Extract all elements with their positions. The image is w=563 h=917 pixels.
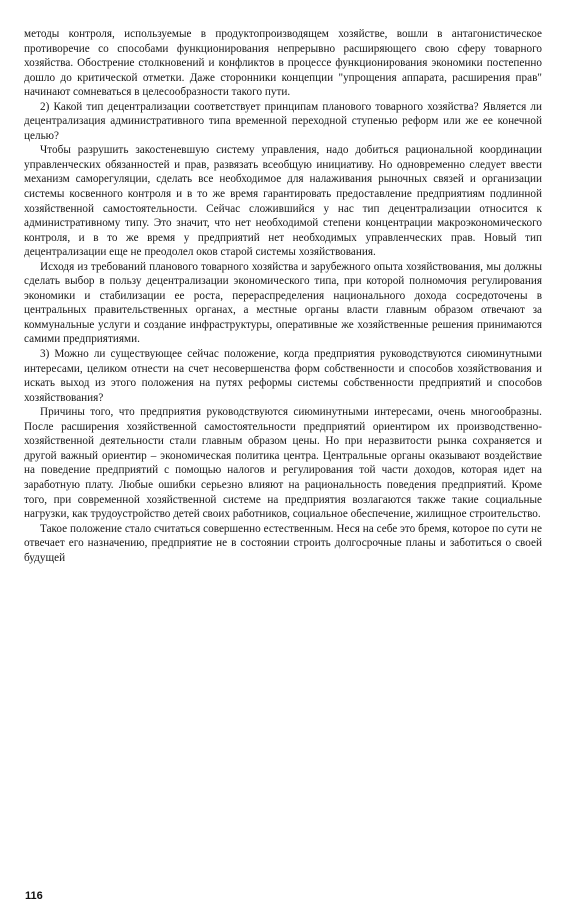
page-body (24, 27, 542, 565)
paragraph-1: методы контроля, используемые в продуктопроизводящем хозяйстве, вошли в антагонистическое противоречие со способами функционирования непрерывно расширяющего свою сферу товарного хозяйства. Обострение столкновений и конфликтов в процессе функционирования экономики постепенно дошло до критической отметки. Даже сторонники концепции "упрощения аппарата, расширения прав" начинают сомневаться в целесообразности такого пути. (24, 28, 542, 99)
page-number: 116 (25, 890, 43, 902)
paragraph-5-question: 3) Можно ли существующее сейчас положение, когда предприятия руководствуются сиюминутными интересами, целиком отнести на счет несовершенства форм собственности и способов хозяйствования и искать выход из этого положения на путях реформы системы собственности предприятий и способов хозяйствования? (24, 348, 542, 404)
paragraph-7: Такое положение стало считаться совершенно естественным. Неся на себе это бремя, которое по сути не отвечает его назначению, предприятие не в состоянии строить долгосрочные планы и заботиться о своей будущей (24, 522, 542, 564)
paragraph-4: Исходя из требований планового товарного хозяйства и зарубежного опыта хозяйствования, мы должны сделать выбор в пользу децентрализации экономического типа, при которой полномочия регулирования экономики и стабилизации ее роста, перераспределения национального дохода сосредоточены в центральных правительственных органах, а местные органы власти главным образом отвечают за коммунальные услуги и создание инфраструктуры, оперативные же хозяйственные решения принимаются самими предприятиями. (24, 260, 542, 346)
paragraph-3: Чтобы разрушить закостеневшую систему управления, надо добиться рациональной координации управленческих обязанностей и прав, развязать всеобщую инициативу. Но одновременно следует ввести механизм саморегуляции, сделать все необходимое для налаживания рыночных связей и организации системы косвенного контроля и в то же время гарантировать предоставление предприятиям подлинной хозяйственной самостоятельности. Сейчас сложившийся у нас тип децентрализации относится к административному типу. Это значит, что нет необходимой степени концентрации макроэкономического контроля, и в то же время у предприятий нет необходимых управленческих прав. Новый тип децентрализации еще не преодолел оков старой системы хозяйствования. (24, 144, 542, 259)
paragraph-6: Причины того, что предприятия руководствуются сиюминутными интересами, очень многообразны. После расширения хозяйственной самостоятельности предприятий ориентиром их производственно-хозяйственной деятельности стали главным образом цены. Но при неразвитости рынка сохраняется и другой важный ориентир – экономическая политика центра. Центральные органы оказывают воздействие на поведение предприятий с помощью налогов и регулирования той части доходов, которая идет на заработную плату. Любые ошибки серьезно влияют на рациональность поведения предприятий. Кроме того, при современной хозяйственной системе на предприятия возлагаются также такие социальные нагрузки, как трудоустройство детей своих работников, социальное обеспечение, жилищное строительство. (24, 406, 542, 521)
paragraph-2-question: 2) Какой тип децентрализации соответствует принципам планового товарного хозяйства? Является ли децентрализация административного типа временной переходной ступенью реформ или же ее конечной целью? (24, 100, 542, 142)
